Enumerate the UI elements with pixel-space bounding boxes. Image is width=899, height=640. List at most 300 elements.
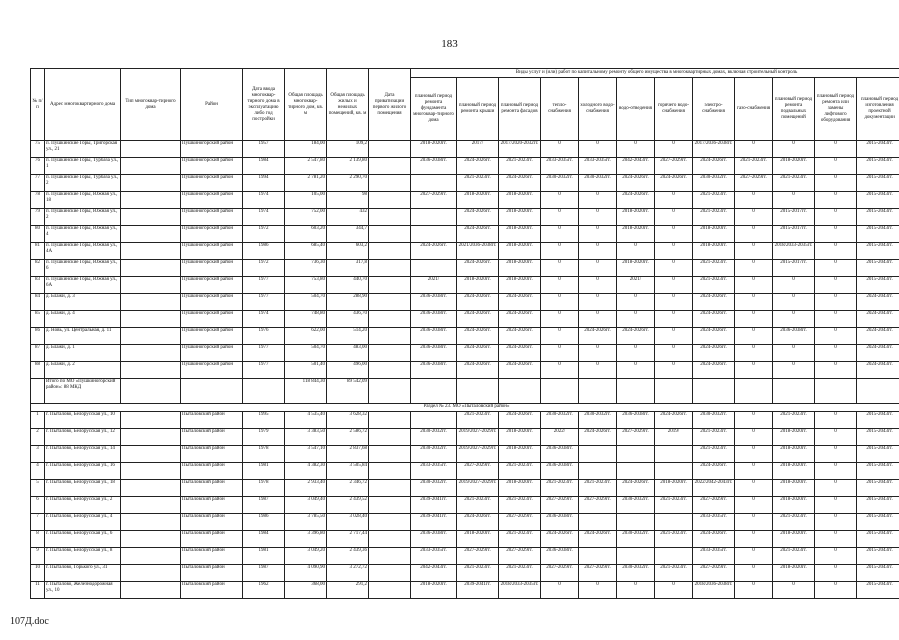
header-roof: плановый период ремонта крыши bbox=[457, 78, 499, 141]
sewer-cell: 2024-2026гг. bbox=[617, 192, 655, 209]
row-number: 6 bbox=[31, 497, 45, 514]
header-heat: тепло-снабжения bbox=[541, 78, 579, 141]
total-empty-cell bbox=[857, 379, 899, 404]
total-area-cell: 622,00 bbox=[285, 328, 327, 345]
sewer-cell: 0 bbox=[617, 362, 655, 379]
sewer-cell: 2030-2032гг. bbox=[617, 531, 655, 548]
cold-water-cell: 0 bbox=[579, 260, 617, 277]
living-area-cell: 344,7 bbox=[327, 226, 369, 243]
year-cell: 1994 bbox=[243, 175, 285, 192]
privatization-cell bbox=[369, 277, 411, 294]
basement-cell: 2015-2017гг. bbox=[773, 226, 815, 243]
district-cell: Пыталовский район bbox=[181, 463, 243, 480]
foundation-cell bbox=[411, 209, 457, 226]
privatization-cell bbox=[369, 497, 411, 514]
foundation-cell: 2033-2035гг. bbox=[411, 463, 457, 480]
total-area-cell: 2 547,80 bbox=[285, 158, 327, 175]
privatization-cell bbox=[369, 243, 411, 260]
living-area-cell: 440,70 bbox=[327, 277, 369, 294]
table-row bbox=[31, 514, 899, 531]
heat-cell: 2022/ bbox=[541, 429, 579, 446]
gas-cell: 0 bbox=[735, 277, 773, 294]
cold-water-cell: 0 bbox=[579, 209, 617, 226]
living-area-cell: 2 139,80 bbox=[327, 158, 369, 175]
total-area-cell: 504,70 bbox=[285, 294, 327, 311]
sewer-cell: 2027-2029гг. bbox=[617, 429, 655, 446]
heat-cell: 2030-2032гг. bbox=[541, 412, 579, 429]
design-docs-cell: 2015-2043гг. bbox=[857, 277, 899, 294]
district-cell: Пушкиногорский район bbox=[181, 141, 243, 158]
roof-cell: 2039-2041гг. bbox=[457, 582, 499, 599]
heat-cell: 2024-2026гг. bbox=[541, 531, 579, 548]
address-cell: п. Пушкинские Горы, Турбаза ул., 2 bbox=[45, 175, 121, 192]
total-area-cell: 2 933,40 bbox=[285, 480, 327, 497]
electric-cell: 2024-2026гг. bbox=[693, 463, 735, 480]
facade-cell: 2021-2023гг. bbox=[499, 565, 541, 582]
electric-cell: 2018-2020гг. bbox=[693, 226, 735, 243]
hot-water-cell: 0 bbox=[655, 226, 693, 243]
basement-cell: 0 bbox=[773, 311, 815, 328]
year-cell: 1984 bbox=[243, 531, 285, 548]
table-header bbox=[31, 69, 899, 141]
privatization-cell bbox=[369, 141, 411, 158]
type-cell bbox=[121, 565, 181, 582]
table-row bbox=[31, 294, 899, 311]
foundation-cell: 2036-2038гг. bbox=[411, 345, 457, 362]
gas-cell: 0 bbox=[735, 362, 773, 379]
privatization-cell bbox=[369, 328, 411, 345]
facade-cell: 2018-2020гг. bbox=[499, 243, 541, 260]
total-area-cell: 3 383,50 bbox=[285, 429, 327, 446]
electric-cell: 2024-2026гг. bbox=[693, 311, 735, 328]
living-area-cell: 288,90 bbox=[327, 294, 369, 311]
total-area-cell: 504,70 bbox=[285, 345, 327, 362]
living-area-cell: 496,00 bbox=[327, 362, 369, 379]
table-row bbox=[31, 362, 899, 379]
header-total-area: Общая площадь многоквар-тирного дом, кв. м bbox=[285, 69, 327, 141]
privatization-cell bbox=[369, 582, 411, 599]
district-cell: Пушкиногорский район bbox=[181, 311, 243, 328]
design-docs-cell: 2015-2043гг. bbox=[857, 497, 899, 514]
facade-cell: 2021-2023гг. bbox=[499, 531, 541, 548]
total-area-cell: 603,20 bbox=[285, 226, 327, 243]
facade-cell: 2018-2020гг. bbox=[499, 429, 541, 446]
design-docs-cell: 2015-2043гг. bbox=[857, 158, 899, 175]
year-cell: 1977 bbox=[243, 294, 285, 311]
table-row bbox=[31, 226, 899, 243]
cold-water-cell: 0 bbox=[579, 141, 617, 158]
total-area-cell: 3 049,20 bbox=[285, 548, 327, 565]
gas-cell: 0 bbox=[735, 141, 773, 158]
gas-cell: 0 bbox=[735, 311, 773, 328]
type-cell bbox=[121, 497, 181, 514]
total-living-area: 89 542,09 bbox=[327, 379, 369, 404]
roof-cell: 2021-2023гг. bbox=[457, 565, 499, 582]
living-area-cell: 317,8 bbox=[327, 260, 369, 277]
hot-water-cell: 0 bbox=[655, 243, 693, 260]
hot-water-cell: 2021-2023гг. bbox=[655, 565, 693, 582]
gas-cell: 0 bbox=[735, 294, 773, 311]
elevator-cell: 0 bbox=[815, 175, 857, 192]
row-number: 85 bbox=[31, 311, 45, 328]
total-empty-cell bbox=[411, 379, 457, 404]
row-number: 78 bbox=[31, 192, 45, 209]
basement-cell: 0 bbox=[773, 141, 815, 158]
electric-cell: 2021-2023гг. bbox=[693, 277, 735, 294]
elevator-cell: 0 bbox=[815, 311, 857, 328]
electric-cell: 2024-2026гг. bbox=[693, 531, 735, 548]
page-number: 183 bbox=[441, 38, 458, 50]
roof-cell: 2024-2026гг. bbox=[457, 311, 499, 328]
elevator-cell: 0 bbox=[815, 192, 857, 209]
roof-cell: 2027-2029гг. bbox=[457, 463, 499, 480]
basement-cell: 2018-2020гг. bbox=[773, 158, 815, 175]
electric-cell: 2024-2026гг. bbox=[693, 158, 735, 175]
row-number: 81 bbox=[31, 243, 45, 260]
hot-water-cell bbox=[655, 463, 693, 480]
cold-water-cell: 2030-2032гг. bbox=[579, 175, 617, 192]
hot-water-cell: 0 bbox=[655, 209, 693, 226]
sewer-cell: 2018-2020гг. bbox=[617, 260, 655, 277]
gas-cell: 0 bbox=[735, 209, 773, 226]
gas-cell: 0 bbox=[735, 446, 773, 463]
living-area-cell: 3 028,40 bbox=[327, 514, 369, 531]
hot-water-cell bbox=[655, 446, 693, 463]
elevator-cell: 0 bbox=[815, 158, 857, 175]
total-empty-cell bbox=[499, 379, 541, 404]
header-design-docs: плановый период изготовления проектной документации bbox=[857, 78, 899, 141]
elevator-cell: 0 bbox=[815, 345, 857, 362]
year-cell: 1972 bbox=[243, 260, 285, 277]
row-number: 86 bbox=[31, 328, 45, 345]
row-number: 79 bbox=[31, 209, 45, 226]
district-cell: Пыталовский район bbox=[181, 548, 243, 565]
living-area-cell: 3 628,32 bbox=[327, 412, 369, 429]
table-row bbox=[31, 531, 899, 548]
address-cell: г. Пыталово, Горького ул., 31 bbox=[45, 565, 121, 582]
basement-cell: 2021-2023гг. bbox=[773, 514, 815, 531]
total-area-cell: 4 382,30 bbox=[285, 463, 327, 480]
gas-cell: 0 bbox=[735, 243, 773, 260]
electric-cell: 2027-2029гг. bbox=[693, 497, 735, 514]
gas-cell: 0 bbox=[735, 226, 773, 243]
table-row bbox=[31, 260, 899, 277]
sewer-cell: 2024-2026гг. bbox=[617, 328, 655, 345]
total-empty-cell bbox=[655, 379, 693, 404]
address-cell: г. Пыталово, Белорусская ул., 18 bbox=[45, 480, 121, 497]
basement-cell: 0 bbox=[773, 345, 815, 362]
elevator-cell: 0 bbox=[815, 480, 857, 497]
design-docs-cell: 2015-2043гг. bbox=[857, 141, 899, 158]
heat-cell: 0 bbox=[541, 294, 579, 311]
row-number: 77 bbox=[31, 175, 45, 192]
row-number: 76 bbox=[31, 158, 45, 175]
table-row bbox=[31, 175, 899, 192]
year-cell: 1978 bbox=[243, 480, 285, 497]
total-empty-cell bbox=[369, 379, 411, 404]
basement-cell: 0 bbox=[773, 277, 815, 294]
facade-cell: 2018-2020гг. bbox=[499, 260, 541, 277]
facade-cell: 2024-2026гг. bbox=[499, 294, 541, 311]
gas-cell: 2021-2023гг. bbox=[735, 158, 773, 175]
hot-water-cell: 0 bbox=[655, 141, 693, 158]
elevator-cell: 0 bbox=[815, 463, 857, 480]
total-empty-cell bbox=[773, 379, 815, 404]
district-cell: Пыталовский район bbox=[181, 446, 243, 463]
living-area-cell: 483,00 bbox=[327, 345, 369, 362]
facade-cell: 2024-2026гг. bbox=[499, 345, 541, 362]
elevator-cell: 0 bbox=[815, 294, 857, 311]
heat-cell: 0 bbox=[541, 226, 579, 243]
total-area-cell: 3 547,10 bbox=[285, 446, 327, 463]
total-area-cell: 368,00 bbox=[285, 582, 327, 599]
header-foundation: плановый период ремонта фундамента многоквар-тирного дома bbox=[411, 78, 457, 141]
living-area-cell: 2 346,72 bbox=[327, 480, 369, 497]
hot-water-cell: 2018-2020гг. bbox=[655, 480, 693, 497]
privatization-cell bbox=[369, 463, 411, 480]
basement-cell: 2018-2020гг. bbox=[773, 429, 815, 446]
total-area-cell: 184,00 bbox=[285, 141, 327, 158]
facade-cell: 2018-2020гг. bbox=[499, 480, 541, 497]
living-area-cell: 109,2 bbox=[327, 141, 369, 158]
facade-cell: 2018-2020гг. bbox=[499, 226, 541, 243]
cold-water-cell: 2027-2029гг. bbox=[579, 497, 617, 514]
type-cell bbox=[121, 277, 181, 294]
elevator-cell: 0 bbox=[815, 497, 857, 514]
sewer-cell: 2024-2026гг. bbox=[617, 480, 655, 497]
basement-cell: 2018-2020гг. bbox=[773, 497, 815, 514]
design-docs-cell: 2015-2043гг. bbox=[857, 565, 899, 582]
district-cell: Пыталовский район bbox=[181, 429, 243, 446]
district-cell: Пыталовский район bbox=[181, 480, 243, 497]
table-row bbox=[31, 582, 899, 599]
basement-cell: 2015-2017гг. bbox=[773, 209, 815, 226]
address-cell: д. Блажи, д. 3 bbox=[45, 294, 121, 311]
basement-cell: 2018/2033-2035гг. bbox=[773, 243, 815, 260]
gas-cell: 0 bbox=[735, 565, 773, 582]
hot-water-cell: 0 bbox=[655, 260, 693, 277]
elevator-cell: 0 bbox=[815, 514, 857, 531]
sewer-cell: 2018-2020гг. bbox=[617, 226, 655, 243]
header-year: Дата ввода многоквар-тирного дома в эксплуатацию либо год постройки bbox=[243, 69, 285, 141]
total-empty-cell bbox=[541, 379, 579, 404]
row-number: 82 bbox=[31, 260, 45, 277]
foundation-cell: 2021/ bbox=[411, 277, 457, 294]
cold-water-cell: 2033-2035гг. bbox=[579, 158, 617, 175]
table-row bbox=[31, 328, 899, 345]
address-cell: д. Блажи, д. 1 bbox=[45, 345, 121, 362]
sewer-cell bbox=[617, 514, 655, 531]
foundation-cell bbox=[411, 412, 457, 429]
table-row bbox=[31, 345, 899, 362]
foundation-cell bbox=[411, 226, 457, 243]
elevator-cell: 0 bbox=[815, 531, 857, 548]
type-cell bbox=[121, 463, 181, 480]
roof-cell: 2021/2036-2038гг. bbox=[457, 243, 499, 260]
elevator-cell: 0 bbox=[815, 209, 857, 226]
roof-cell: 2018-2020гг. bbox=[457, 277, 499, 294]
privatization-cell bbox=[369, 429, 411, 446]
heat-cell: 0 bbox=[541, 192, 579, 209]
roof-cell: 2024-2026гг. bbox=[457, 328, 499, 345]
gas-cell: 0 bbox=[735, 582, 773, 599]
cold-water-cell bbox=[579, 446, 617, 463]
hot-water-cell: 0 bbox=[655, 328, 693, 345]
sewer-cell: 0 bbox=[617, 345, 655, 362]
year-cell: 1974 bbox=[243, 311, 285, 328]
header-number: № п/п bbox=[31, 69, 45, 141]
district-cell: Пушкиногорский район bbox=[181, 294, 243, 311]
foundation-cell: 2030-2032гг. bbox=[411, 429, 457, 446]
table-row bbox=[31, 565, 899, 582]
hot-water-cell: 2024-2026гг. bbox=[655, 412, 693, 429]
total-area-cell: 748,80 bbox=[285, 311, 327, 328]
gas-cell: 0 bbox=[735, 531, 773, 548]
design-docs-cell: 2015-2043гг. bbox=[857, 175, 899, 192]
sewer-cell: 0 bbox=[617, 294, 655, 311]
design-docs-cell: 2024-2043гг. bbox=[857, 345, 899, 362]
hot-water-cell: 2021-2023гг. bbox=[655, 531, 693, 548]
elevator-cell: 0 bbox=[815, 226, 857, 243]
district-cell: Пушкиногорский район bbox=[181, 209, 243, 226]
basement-cell: 2018-2020гг. bbox=[773, 565, 815, 582]
facade-cell: 2018-2020гг. bbox=[499, 192, 541, 209]
gas-cell: 0 bbox=[735, 345, 773, 362]
type-cell bbox=[121, 328, 181, 345]
roof-cell: 2017/ bbox=[457, 141, 499, 158]
foundation-cell: 2036-2038гг. bbox=[411, 531, 457, 548]
gas-cell: 0 bbox=[735, 192, 773, 209]
district-cell: Пушкиногорский район bbox=[181, 192, 243, 209]
year-cell: 1979 bbox=[243, 429, 285, 446]
design-docs-cell: 2015-2043гг. bbox=[857, 531, 899, 548]
row-number: 80 bbox=[31, 226, 45, 243]
design-docs-cell: 2015-2043гг. bbox=[857, 243, 899, 260]
total-empty-cell bbox=[579, 379, 617, 404]
heat-cell: 2036-2038гг. bbox=[541, 446, 579, 463]
elevator-cell: 0 bbox=[815, 565, 857, 582]
year-cell: 1995 bbox=[243, 412, 285, 429]
row-number: 9 bbox=[31, 548, 45, 565]
basement-cell: 2021-2023гг. bbox=[773, 548, 815, 565]
total-number-cell bbox=[31, 379, 45, 404]
district-cell: Пушкиногорский район bbox=[181, 226, 243, 243]
elevator-cell: 0 bbox=[815, 429, 857, 446]
facade-cell: 2021-2023гг. bbox=[499, 158, 541, 175]
total-area-cell: 752,00 bbox=[285, 209, 327, 226]
header-electric: электро-снабжения bbox=[693, 78, 735, 141]
privatization-cell bbox=[369, 260, 411, 277]
cold-water-cell bbox=[579, 548, 617, 565]
header-facade: плановый период ремонта фасадов bbox=[499, 78, 541, 141]
hot-water-cell: 2021-2023гг. bbox=[655, 497, 693, 514]
roof-cell: 2021-2023гг. bbox=[457, 175, 499, 192]
gas-cell: 0 bbox=[735, 548, 773, 565]
roof-cell: 2019/2027-2029гг. bbox=[457, 480, 499, 497]
year-cell: 1977 bbox=[243, 345, 285, 362]
foundation-cell: 2033-2035гг. bbox=[411, 548, 457, 565]
total-area: 118 844,30 bbox=[285, 379, 327, 404]
total-empty-cell bbox=[457, 379, 499, 404]
row-number: 2 bbox=[31, 429, 45, 446]
privatization-cell bbox=[369, 175, 411, 192]
cold-water-cell: 2024-2026гг. bbox=[579, 429, 617, 446]
type-cell bbox=[121, 311, 181, 328]
row-number: 3 bbox=[31, 446, 45, 463]
address-cell: д. Новь, ул. Центральная, д. 11 bbox=[45, 328, 121, 345]
foundation-cell bbox=[411, 175, 457, 192]
address-cell: г. Пыталово, Белорусская ул., 2 bbox=[45, 497, 121, 514]
table-row bbox=[31, 311, 899, 328]
year-cell: 1957 bbox=[243, 141, 285, 158]
year-cell: 1974 bbox=[243, 192, 285, 209]
basement-cell: 2036-2038гг. bbox=[773, 328, 815, 345]
heat-cell: 2036-2038гг. bbox=[541, 514, 579, 531]
living-area-cell: 2 290,70 bbox=[327, 175, 369, 192]
electric-cell: 2024-2026гг. bbox=[693, 345, 735, 362]
roof-cell: 2024-2026гг. bbox=[457, 514, 499, 531]
foundation-cell: 2036-2038гг. bbox=[411, 294, 457, 311]
facade-cell: 2017/2020-2032гг. bbox=[499, 141, 541, 158]
roof-cell: 2024-2026гг. bbox=[457, 209, 499, 226]
electric-cell: 2030-2032гг. bbox=[693, 412, 735, 429]
header-hot-water: горячего водо-снабжения bbox=[655, 78, 693, 141]
type-cell bbox=[121, 226, 181, 243]
foundation-cell: 2036-2038гг. bbox=[411, 158, 457, 175]
section-row bbox=[31, 404, 899, 412]
gas-cell: 0 bbox=[735, 260, 773, 277]
year-cell: 1984 bbox=[243, 158, 285, 175]
roof-cell: 2024-2026гг. bbox=[457, 294, 499, 311]
heat-cell: 2036-2038гг. bbox=[541, 463, 579, 480]
cold-water-cell: 0 bbox=[579, 243, 617, 260]
row-number: 75 bbox=[31, 141, 45, 158]
total-empty-cell bbox=[617, 379, 655, 404]
type-cell bbox=[121, 345, 181, 362]
section-title: Раздел № 23. МО «Пыталовский район» bbox=[31, 404, 899, 412]
row-number: 10 bbox=[31, 565, 45, 582]
design-docs-cell: 2015-2043гг. bbox=[857, 514, 899, 531]
district-cell: Пыталовский район bbox=[181, 514, 243, 531]
living-area-cell: 2 439,52 bbox=[327, 497, 369, 514]
table-row bbox=[31, 497, 899, 514]
district-cell: Пушкиногорский район bbox=[181, 158, 243, 175]
basement-cell: 0 bbox=[773, 362, 815, 379]
year-cell: 1986 bbox=[243, 243, 285, 260]
type-cell bbox=[121, 480, 181, 497]
table-row bbox=[31, 412, 899, 429]
design-docs-cell: 2015-2043гг. bbox=[857, 260, 899, 277]
sewer-cell: 2030-2032гг. bbox=[617, 565, 655, 582]
privatization-cell bbox=[369, 480, 411, 497]
address-cell: п. Пушкинские Горы, Южная ул., 4 bbox=[45, 226, 121, 243]
sewer-cell bbox=[617, 446, 655, 463]
district-cell: Пушкиногорский район bbox=[181, 243, 243, 260]
roof-cell: 2024-2026гг. bbox=[457, 226, 499, 243]
foundation-cell: 2039-2041гг. bbox=[411, 497, 457, 514]
design-docs-cell: 2015-2043гг. bbox=[857, 429, 899, 446]
header-living-area: Общая площадь жилых и нежилых помещений, кв. м bbox=[327, 69, 369, 141]
type-cell bbox=[121, 141, 181, 158]
table-row bbox=[31, 480, 899, 497]
basement-cell: 2018-2020гг. bbox=[773, 446, 815, 463]
table-row bbox=[31, 192, 899, 209]
cold-water-cell: 0 bbox=[579, 362, 617, 379]
table-row bbox=[31, 141, 899, 158]
type-cell bbox=[121, 531, 181, 548]
electric-cell: 2021-2023гг. bbox=[693, 209, 735, 226]
district-cell: Пыталовский район bbox=[181, 582, 243, 599]
